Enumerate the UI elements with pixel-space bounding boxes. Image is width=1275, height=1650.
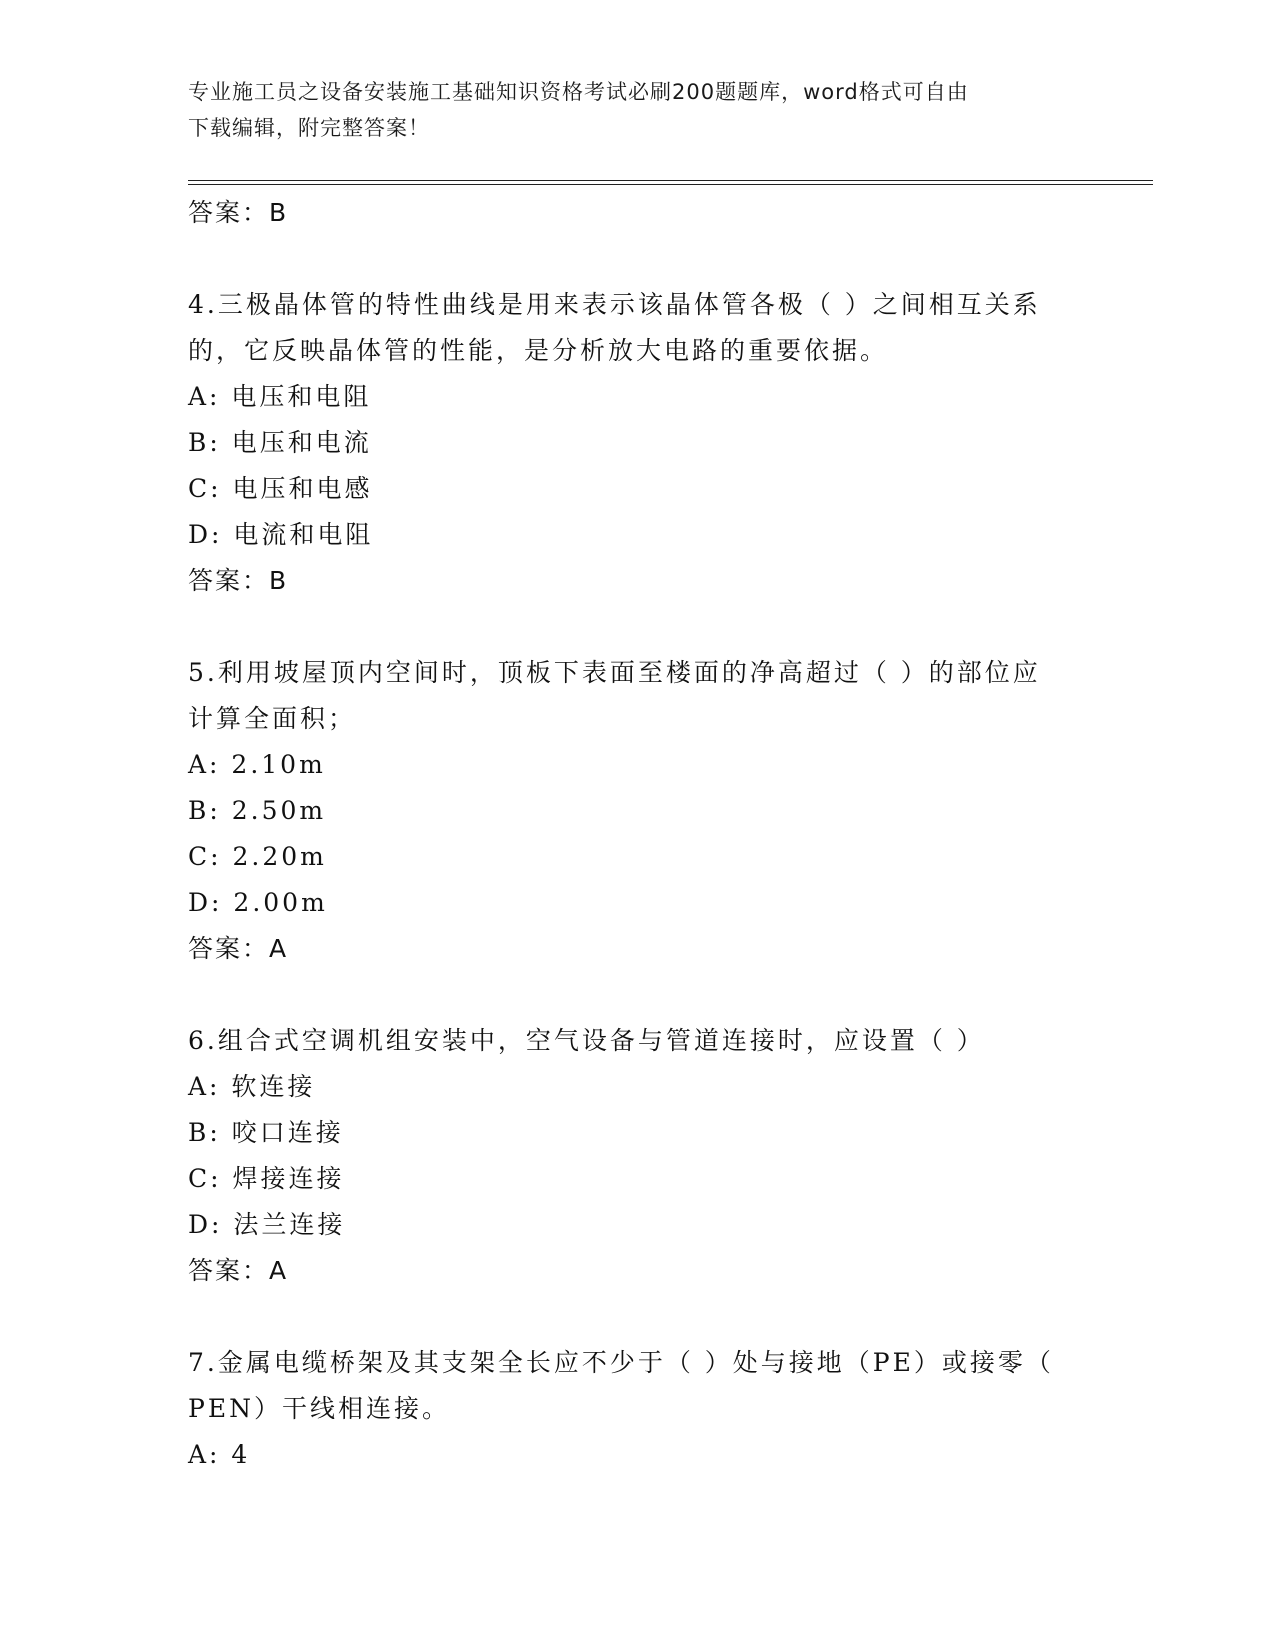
- header-divider: [188, 180, 1153, 185]
- option-b: B: 咬口连接: [188, 1118, 344, 1147]
- option-a: A: 电压和电阻: [188, 382, 372, 411]
- question-stem: 5.利用坡屋顶内空间时，顶板下表面至楼面的净高超过（ ）的部位应: [188, 658, 1041, 687]
- option-d: D: 电流和电阻: [188, 520, 374, 549]
- option-c: C: 电压和电感: [188, 474, 373, 503]
- option-b: B: 2.50m: [188, 796, 327, 825]
- header-title-line-2: 下载编辑，附完整答案！: [188, 116, 430, 140]
- question-4: [188, 282, 1088, 604]
- question-stem: 4.三极晶体管的特性曲线是用来表示该晶体管各极（ ）之间相互关系: [188, 290, 1041, 319]
- spacer: [188, 972, 1088, 1018]
- spacer: [188, 1294, 1088, 1340]
- option-a: A: 2.10m: [188, 750, 326, 779]
- option-b: B: 电压和电流: [188, 428, 372, 457]
- answer: 答案：B: [188, 566, 289, 595]
- option-a: A: 软连接: [188, 1072, 316, 1101]
- document-header: [188, 74, 1088, 146]
- question-stem: 7.金属电缆桥架及其支架全长应不少于（ ）处与接地（PE）或接零（: [188, 1348, 1054, 1377]
- question-stem: 计算全面积；: [188, 704, 357, 733]
- option-c: C: 2.20m: [188, 842, 327, 871]
- answer: 答案：A: [188, 1256, 289, 1285]
- question-stem: 的，它反映晶体管的性能，是分析放大电路的重要依据。: [188, 336, 889, 365]
- answer: 答案：A: [188, 934, 289, 963]
- option-c: C: 焊接连接: [188, 1164, 345, 1193]
- question-stem: 6.组合式空调机组安装中，空气设备与管道连接时，应设置（ ）: [188, 1026, 985, 1055]
- question-stem: PEN）干线相连接。: [188, 1394, 450, 1423]
- question-content: [188, 190, 1088, 1478]
- question-6: [188, 1018, 1088, 1294]
- option-d: D: 2.00m: [188, 888, 328, 917]
- previous-answer: 答案：B: [188, 198, 289, 227]
- spacer: [188, 604, 1088, 650]
- option-a: A: 4: [188, 1440, 251, 1469]
- question-7: [188, 1340, 1088, 1478]
- option-d: D: 法兰连接: [188, 1210, 346, 1239]
- question-5: [188, 650, 1088, 972]
- header-title-line-1: 专业施工员之设备安装施工基础知识资格考试必刷200题题库，word格式可自由: [188, 80, 969, 104]
- spacer: [188, 236, 1088, 282]
